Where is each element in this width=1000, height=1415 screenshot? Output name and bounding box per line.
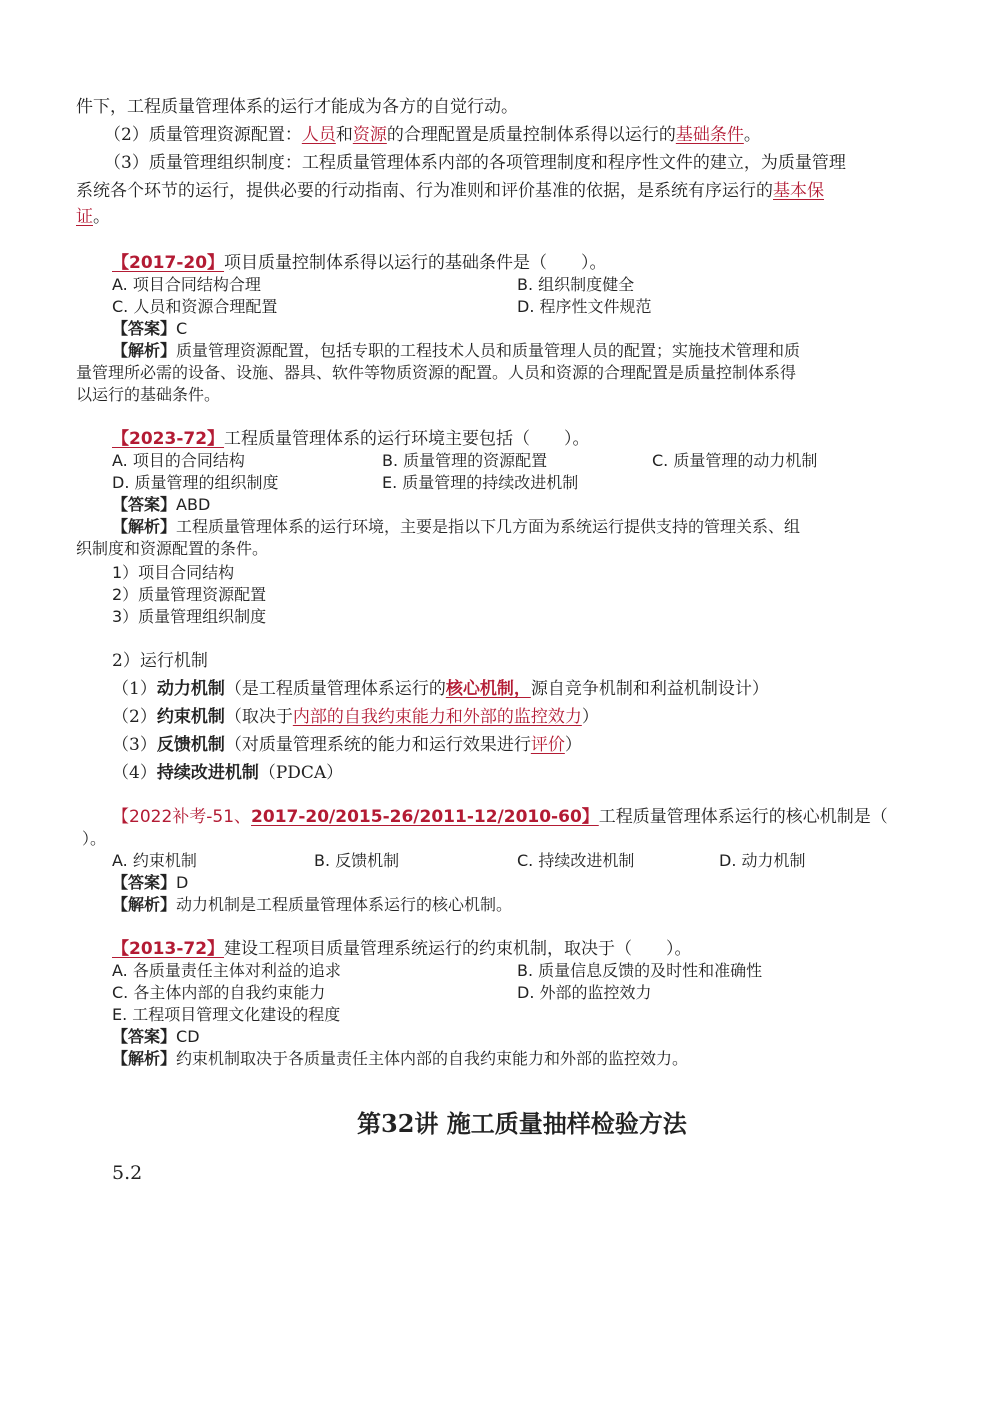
q2-option-a: A. 项目的合同结构 xyxy=(112,451,245,470)
q2-option-c: C. 质量管理的动力机制 xyxy=(652,451,818,470)
q4-answer: 【答案】CD xyxy=(112,1027,200,1046)
q1-analysis-line-3: 以运行的基础条件。 xyxy=(76,385,221,404)
q4-option-e: E. 工程项目管理文化建设的程度 xyxy=(112,1005,341,1024)
q3-option-d: D. 动力机制 xyxy=(719,851,806,870)
q2-list-item-2: 2）质量管理资源配置 xyxy=(112,585,267,604)
q4-option-b: B. 质量信息反馈的及时性和准确性 xyxy=(517,961,763,980)
q3-answer: 【答案】D xyxy=(112,873,189,892)
q1-analysis-line-1: 【解析】质量管理资源配置，包括专职的工程技术人员和质量管理人员的配置；实施技术管理和质 xyxy=(112,341,801,360)
q1-analysis-line-2: 量管理所必需的设备、设施、器具、软件等物质资源的配置。人员和资源的合理配置是质量控制体系得 xyxy=(76,363,797,382)
q1-option-a: A. 项目合同结构合理 xyxy=(112,275,261,294)
q4-analysis-line-1: 【解析】约束机制取决于各质量责任主体内部的自我约束能力和外部的监控效力。 xyxy=(112,1049,689,1068)
q3-analysis-line-1: 【解析】动力机制是工程质量管理体系运行的核心机制。 xyxy=(112,895,513,914)
q1-answer: 【答案】C xyxy=(112,319,188,338)
q3-stem-line-2: ）。 xyxy=(82,829,107,848)
mechanism-item-3: （3）反馈机制（对质量管理系统的能力和运行效果进行评价） xyxy=(112,735,582,755)
q4-option-a: A. 各质量责任主体对利益的追求 xyxy=(112,961,341,980)
q1-option-d: D. 程序性文件规范 xyxy=(517,297,652,316)
q2-list-item-3: 3）质量管理组织制度 xyxy=(112,607,267,626)
intro-item-3-line-3: 证。 xyxy=(76,207,110,227)
q3-stem: 【2022补考-51、2017-20/2015-26/2011-12/2010-60】工程质量管理体系运行的核心机制是（ xyxy=(112,807,888,827)
q2-option-d: D. 质量管理的组织制度 xyxy=(112,473,279,492)
q4-tag: 【2013-72】 xyxy=(112,939,225,959)
q4-option-c: C. 各主体内部的自我约束能力 xyxy=(112,983,326,1002)
highlight-resources: 资源 xyxy=(352,125,387,145)
q2-answer: 【答案】ABD xyxy=(112,495,211,514)
mechanism-heading: 2）运行机制 xyxy=(112,651,208,671)
q2-stem: 【2023-72】工程质量管理体系的运行环境主要包括（ ）。 xyxy=(112,429,590,449)
q1-stem: 【2017-20】项目质量控制体系得以运行的基础条件是（ ）。 xyxy=(112,253,607,273)
q1-tag: 【2017-20】 xyxy=(112,253,225,273)
q2-analysis-line-2: 织制度和资源配置的条件。 xyxy=(76,539,269,558)
q2-analysis-line-1: 【解析】工程质量管理体系的运行环境，主要是指以下几方面为系统运行提供支持的管理关系、组 xyxy=(112,517,801,536)
intro-item-3-line-2: 系统各个环节的运行，提供必要的行动指南、行为准则和评价基准的依据，是系统有序运行的基本保 xyxy=(76,181,824,201)
mechanism-item-1: （1）动力机制（是工程质量管理体系运行的核心机制，源自竞争机制和利益机制设计） xyxy=(112,679,769,699)
q3-option-c: C. 持续改进机制 xyxy=(517,851,635,870)
intro-item-3-line-1: （3）质量管理组织制度：工程质量管理体系内部的各项管理制度和程序性文件的建立，为质量管理 xyxy=(104,153,846,173)
q2-tag: 【2023-72】 xyxy=(112,429,225,449)
q3-option-a: A. 约束机制 xyxy=(112,851,197,870)
intro-line-1: 件下，工程质量管理体系的运行才能成为各方的自觉行动。 xyxy=(76,97,518,117)
q2-option-b: B. 质量管理的资源配置 xyxy=(382,451,548,470)
highlight-basic-guarantee: 基本保 xyxy=(773,181,824,201)
q4-stem: 【2013-72】建设工程项目质量管理系统运行的约束机制，取决于（ ）。 xyxy=(112,939,692,959)
q2-option-e: E. 质量管理的持续改进机制 xyxy=(382,473,579,492)
q3-tag-b: 2017-20/2015-26/2011-12/2010-60】 xyxy=(251,807,599,827)
section-number: 5.2 xyxy=(112,1162,143,1184)
mechanism-item-4: （4）持续改进机制（PDCA） xyxy=(112,763,344,783)
q1-option-c: C. 人员和资源合理配置 xyxy=(112,297,278,316)
q2-list-item-1: 1）项目合同结构 xyxy=(112,563,235,582)
q3-option-b: B. 反馈机制 xyxy=(314,851,400,870)
highlight-people: 人员 xyxy=(301,125,336,145)
mechanism-item-2: （2）约束机制（取决于内部的自我约束能力和外部的监控效力） xyxy=(112,707,599,727)
highlight-basic-condition: 基础条件 xyxy=(675,125,744,145)
section-title: 第32讲 施工质量抽样检验方法 xyxy=(357,1109,687,1138)
q1-option-b: B. 组织制度健全 xyxy=(517,275,635,294)
intro-item-2: （2）质量管理资源配置：人员和资源的合理配置是质量控制体系得以运行的基础条件。 xyxy=(104,125,761,145)
q4-option-d: D. 外部的监控效力 xyxy=(517,983,652,1002)
q3-tag-a: 【2022补考-51、 xyxy=(112,807,252,827)
